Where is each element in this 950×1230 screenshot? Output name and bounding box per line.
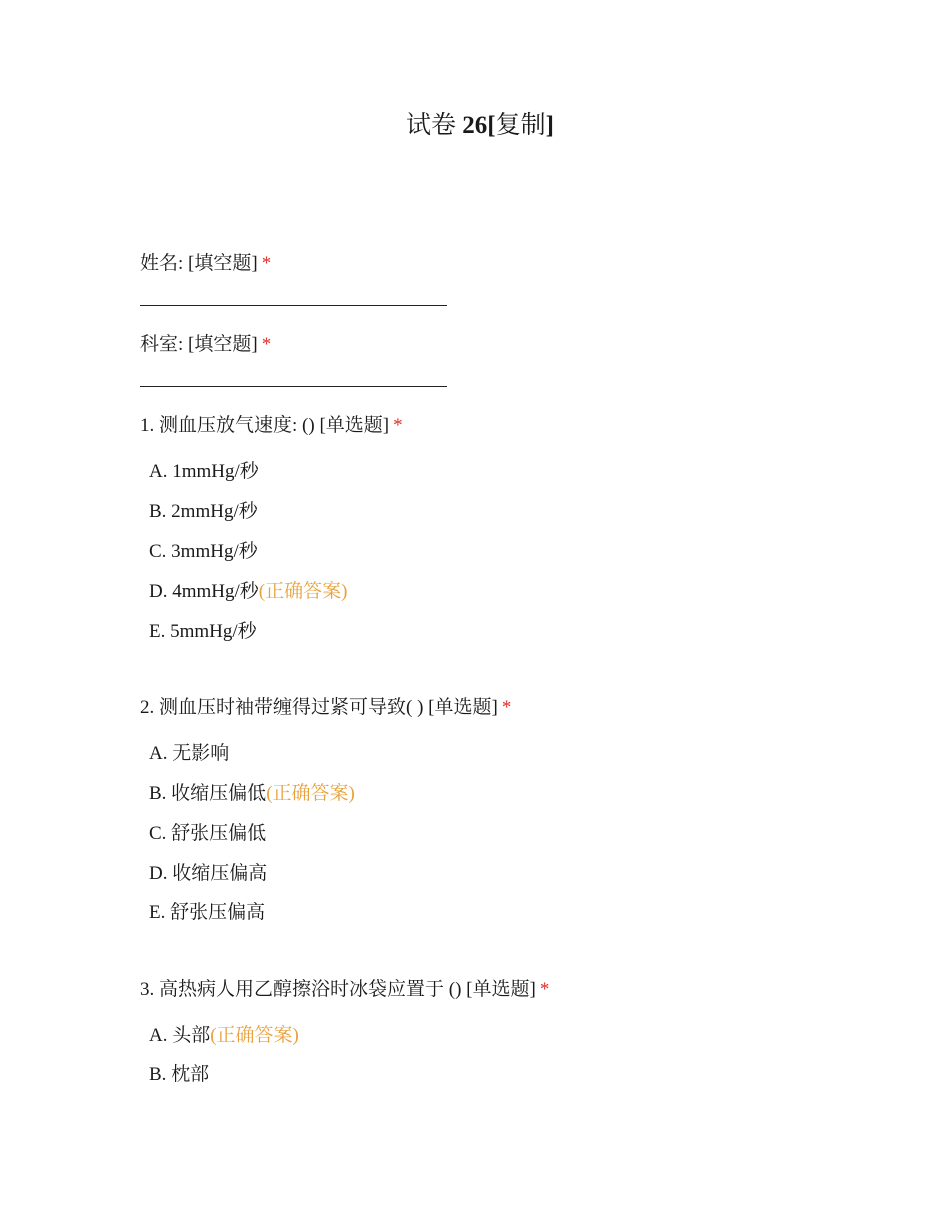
field-label: 科室:: [140, 334, 184, 355]
q1-option-e[interactable]: [149, 618, 257, 646]
title-prefix: 试卷: [406, 112, 463, 139]
q2-option-c[interactable]: [149, 820, 266, 848]
option-text: D. 4mmHg/秒: [149, 581, 259, 602]
name-field-label: [140, 250, 271, 278]
question-1-text: [140, 412, 403, 440]
q1-option-c[interactable]: [149, 538, 258, 566]
q2-option-b[interactable]: [149, 780, 355, 808]
question-text: 2. 测血压时袖带缠得过紧可导致( ): [140, 697, 424, 718]
title-close-bracket: ]: [545, 112, 554, 139]
q3-option-a[interactable]: [149, 1022, 299, 1050]
question-type: [单选题]: [319, 415, 390, 436]
question-2-text: [140, 694, 511, 722]
department-input-line[interactable]: [140, 386, 447, 387]
question-text: 3. 高热病人用乙醇擦浴时冰袋应置于 (): [140, 979, 462, 1000]
option-text: A. 1mmHg/秒: [149, 461, 259, 482]
option-text: C. 3mmHg/秒: [149, 541, 258, 562]
q1-option-a[interactable]: [149, 458, 259, 486]
department-field-label: [140, 331, 271, 359]
title-open-bracket: [: [487, 112, 496, 139]
option-text: B. 2mmHg/秒: [149, 501, 258, 522]
correct-answer-tag: (正确答案): [258, 581, 348, 602]
field-type: [填空题]: [188, 253, 258, 274]
question-type: [单选题]: [466, 979, 536, 1000]
q2-option-d[interactable]: [149, 860, 267, 888]
option-text: A. 头部: [149, 1025, 211, 1046]
option-text: A. 无影响: [149, 743, 230, 764]
option-text: D. 收缩压偏高: [149, 863, 268, 884]
q1-option-d[interactable]: [149, 578, 347, 606]
page-title: [0, 108, 950, 144]
option-text: E. 舒张压偏高: [149, 902, 266, 923]
required-mark: *: [501, 697, 512, 718]
option-text: B. 收缩压偏低: [149, 783, 267, 804]
name-input-line[interactable]: [140, 305, 447, 306]
title-number: 26: [462, 112, 488, 139]
question-type: [单选题]: [428, 697, 498, 718]
required-mark: *: [261, 253, 272, 274]
q2-option-a[interactable]: [149, 740, 229, 768]
q1-option-b[interactable]: [149, 498, 258, 526]
required-mark: *: [393, 415, 403, 436]
title-suffix: 复制: [495, 112, 546, 139]
correct-answer-tag: (正确答案): [266, 783, 355, 804]
option-text: C. 舒张压偏低: [149, 823, 267, 844]
field-type: [填空题]: [188, 334, 258, 355]
correct-answer-tag: (正确答案): [210, 1025, 299, 1046]
required-mark: *: [539, 979, 550, 1000]
question-text: 1. 测血压放气速度: (): [140, 415, 315, 436]
q2-option-e[interactable]: [149, 899, 265, 927]
q3-option-b[interactable]: [149, 1061, 209, 1089]
option-text: E. 5mmHg/秒: [149, 621, 257, 642]
question-3-text: [140, 976, 549, 1004]
option-text: B. 枕部: [149, 1064, 210, 1085]
field-label: 姓名:: [140, 253, 184, 274]
required-mark: *: [261, 334, 272, 355]
